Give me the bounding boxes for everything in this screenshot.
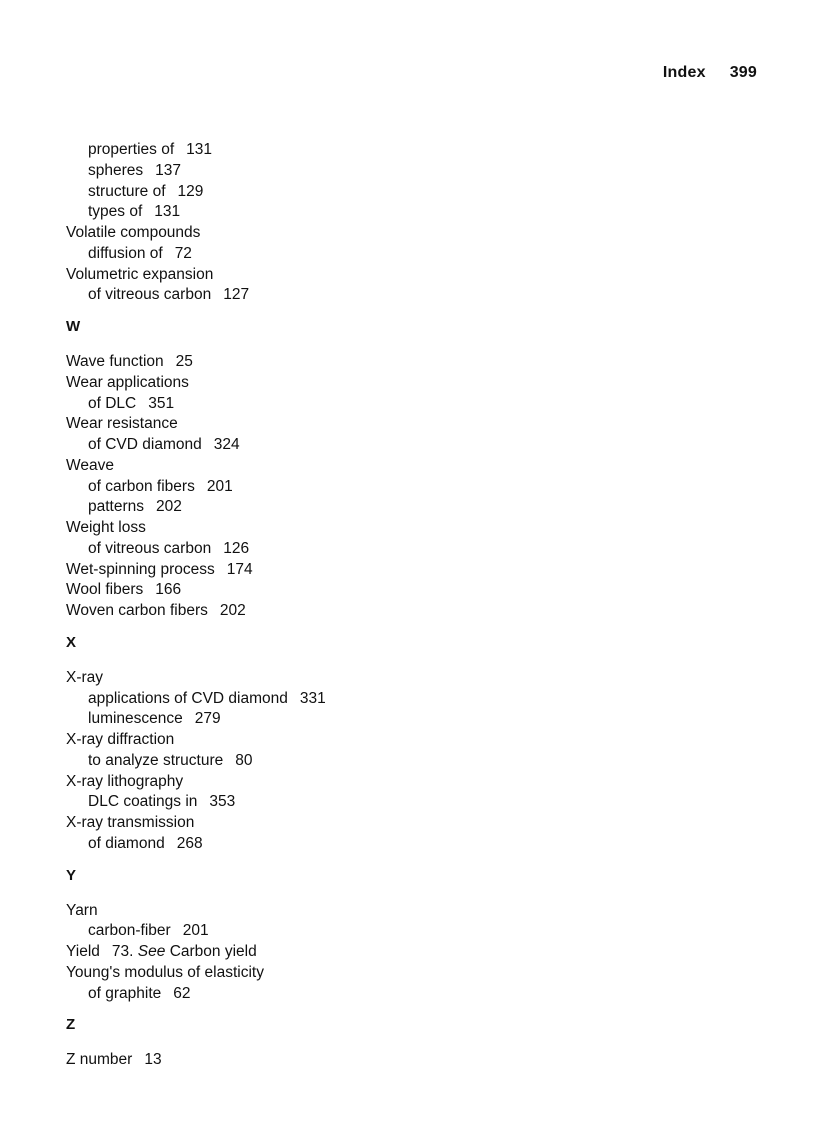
- entry-page-ref: 202: [219, 602, 246, 619]
- entry-term: applications of CVD diamond: [88, 689, 288, 707]
- index-entry: [66, 942, 666, 963]
- entry-page-ref: 174: [226, 560, 253, 578]
- entry-term: of graphite: [88, 984, 162, 1002]
- entry-page-ref: 131: [154, 203, 181, 221]
- entry-page-ref: 351: [148, 394, 175, 412]
- entry-term: X-ray diffraction: [66, 731, 175, 748]
- entry-page-ref: 73.: [111, 943, 134, 960]
- entry-term: carbon-fiber: [88, 922, 171, 940]
- entry-page-ref: 268: [176, 834, 203, 852]
- index-entry: [66, 813, 666, 834]
- index-list: [66, 140, 666, 1071]
- index-subentry: [66, 921, 666, 942]
- index-subentry: [66, 709, 666, 730]
- entry-page-ref: 80: [235, 751, 253, 769]
- entry-term: Volatile compounds: [66, 224, 201, 241]
- entry-page-ref: 331: [299, 689, 326, 707]
- entry-page-ref: 72: [174, 244, 192, 262]
- index-subentry: [66, 140, 666, 161]
- entry-term: of vitreous carbon: [88, 286, 212, 304]
- index-entry: [66, 352, 666, 373]
- entry-term: Wear resistance: [66, 415, 178, 433]
- index-entry: [66, 963, 666, 984]
- index-subentry: [66, 792, 666, 813]
- entry-term: diffusion of: [88, 244, 163, 262]
- index-subentry: [66, 497, 666, 518]
- entry-term: structure of: [88, 182, 166, 200]
- entry-term: of carbon fibers: [88, 477, 195, 495]
- see-reference-target: Carbon yield: [169, 943, 257, 960]
- index-entry: [66, 1050, 666, 1071]
- index-entry: [66, 772, 666, 793]
- entry-page-ref: 126: [223, 539, 250, 557]
- entry-page-ref: 131: [186, 141, 213, 158]
- index-entry: [66, 601, 666, 622]
- entry-page-ref: 166: [155, 581, 182, 599]
- entry-page-ref: 137: [155, 161, 182, 179]
- index-subentry: [66, 689, 666, 710]
- index-subentry: [66, 182, 666, 203]
- entry-term: Weight loss: [66, 519, 146, 536]
- entry-page-ref: 62: [173, 984, 191, 1002]
- index-subentry: [66, 435, 666, 456]
- entry-term: Wet-spinning process: [66, 560, 215, 578]
- entry-term: X-ray transmission: [66, 814, 195, 831]
- entry-term: Wool fibers: [66, 581, 144, 599]
- entry-term: properties of: [88, 141, 175, 158]
- entry-page-ref: 353: [209, 793, 236, 811]
- header-page-number: 399: [729, 64, 757, 81]
- entry-term: Yarn: [66, 901, 98, 919]
- entry-page-ref: 279: [194, 710, 221, 728]
- see-reference-label: See: [137, 943, 166, 960]
- index-subentry: [66, 834, 666, 855]
- entry-page-ref: 129: [177, 182, 204, 200]
- entry-page-ref: 127: [223, 286, 250, 304]
- index-entry: [66, 901, 666, 922]
- section-letter-heading: Z: [66, 1016, 76, 1034]
- section-letter-heading: X: [66, 633, 77, 651]
- entry-term: types of: [88, 203, 143, 221]
- index-subentry: [66, 477, 666, 498]
- entry-term: of vitreous carbon: [88, 539, 212, 557]
- index-entry: [66, 730, 666, 751]
- entry-term: Z number: [66, 1051, 133, 1069]
- entry-term: X-ray: [66, 668, 104, 686]
- index-entry: [66, 668, 666, 689]
- index-entry: [66, 265, 666, 286]
- entry-term: Young's modulus of elasticity: [66, 963, 264, 981]
- index-subentry: [66, 202, 666, 223]
- index-subentry: [66, 285, 666, 306]
- entry-page-ref: 25: [175, 353, 193, 370]
- entry-page-ref: 13: [144, 1051, 162, 1069]
- running-header: [663, 64, 757, 82]
- entry-term: X-ray lithography: [66, 772, 184, 790]
- index-entry: [66, 373, 666, 394]
- index-subentry: [66, 539, 666, 560]
- index-subentry: [66, 244, 666, 265]
- entry-term: luminescence: [88, 710, 183, 728]
- entry-term: of diamond: [88, 834, 165, 852]
- section-letter-heading: W: [66, 318, 81, 335]
- index-entry: [66, 580, 666, 601]
- entry-term: patterns: [88, 498, 145, 516]
- index-entry: [66, 456, 666, 477]
- index-entry: [66, 223, 666, 244]
- entry-term: DLC coatings in: [88, 793, 198, 811]
- entry-term: Wear applications: [66, 373, 189, 391]
- index-entry: [66, 518, 666, 539]
- entry-page-ref: 324: [213, 436, 240, 453]
- entry-page-ref: 201: [182, 922, 209, 940]
- entry-term: Woven carbon fibers: [66, 602, 208, 619]
- entry-term: Weave: [66, 456, 114, 474]
- entry-page-ref: 202: [156, 498, 182, 516]
- entry-term: Yield: [66, 943, 100, 960]
- index-subentry: [66, 751, 666, 772]
- entry-term: of CVD diamond: [88, 436, 202, 453]
- index-subentry: [66, 984, 666, 1005]
- index-entry: [66, 414, 666, 435]
- section-letter-heading: Y: [66, 866, 77, 884]
- index-subentry: [66, 394, 666, 415]
- index-entry: [66, 560, 666, 581]
- entry-term: Volumetric expansion: [66, 265, 214, 283]
- entry-term: Wave function: [66, 353, 164, 370]
- entry-term: to analyze structure: [88, 751, 224, 769]
- header-label: Index: [662, 64, 706, 81]
- entry-page-ref: 201: [206, 477, 233, 495]
- entry-term: spheres: [88, 161, 144, 179]
- index-subentry: [66, 161, 666, 182]
- entry-term: of DLC: [88, 394, 137, 412]
